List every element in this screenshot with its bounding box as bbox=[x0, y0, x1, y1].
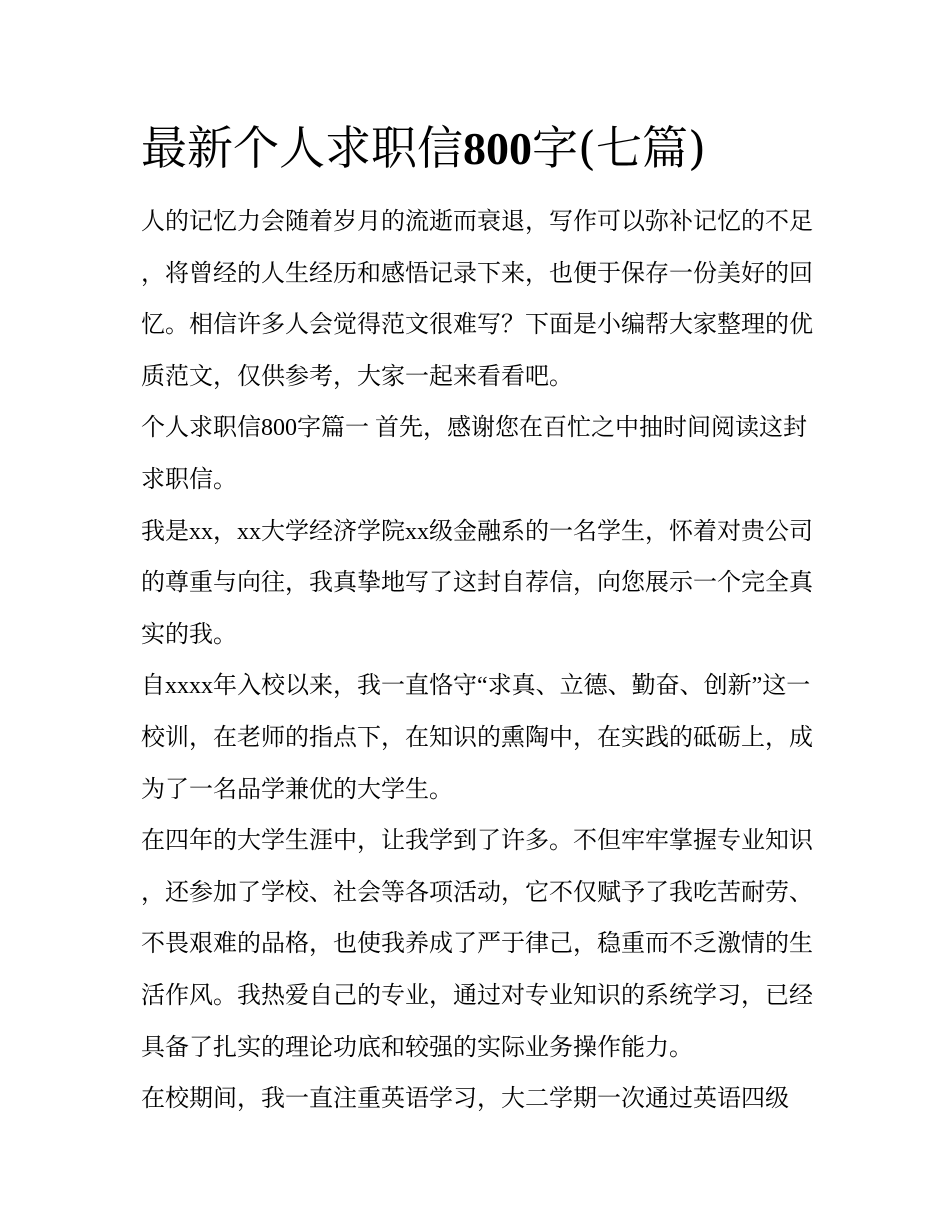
paragraph-university-experience: 在四年的大学生涯中，让我学到了许多。不但牢牢掌握专业知识，还参加了学校、社会等各项活动，它不仅赋予了我吃苦耐劳、不畏艰难的品格，也使我养成了严于律己，稳重而不乏激情的生活作风。我热爱自己的专业，通过对专业知识的系统学习，已经具备了扎实的理论功底和较强的实际业务操作能力。 bbox=[141, 828, 813, 1061]
title-prefix: 最新个人求职信 bbox=[141, 121, 463, 175]
paragraph-english-study: 在校期间，我一直注重英语学习，大二学期一次通过英语四级 bbox=[141, 1086, 789, 1113]
document-title bbox=[141, 116, 821, 181]
paragraph-letter-opening: 个人求职信800字篇一 首先，感谢您在百忙之中抽时间阅读这封求职信。 bbox=[141, 415, 807, 493]
title-suffix: 字(七篇) bbox=[532, 121, 706, 175]
paragraph-self-introduction: 我是xx，xx大学经济学院xx级金融系的一名学生，怀着对贵公司的尊重与向往，我真挚地写了这封自荐信，向您展示一个完全真实的我。 bbox=[141, 518, 813, 648]
paragraph-school-motto: 自xxxx年入校以来，我一直恪守“求真、立德、勤奋、创新”这一校训，在老师的指点下，在知识的熏陶中，在实践的砥砺上，成为了一名品学兼优的大学生。 bbox=[141, 673, 813, 803]
document-body bbox=[141, 197, 813, 1126]
title-number: 800 bbox=[463, 123, 532, 174]
paragraph-intro: 人的记忆力会随着岁月的流逝而衰退，写作可以弥补记忆的不足，将曾经的人生经历和感悟记录下来，也便于保存一份美好的回忆。相信许多人会觉得范文很难写？下面是小编帮大家整理的优质范文，仅供参考，大家一起来看看吧。 bbox=[141, 209, 813, 390]
